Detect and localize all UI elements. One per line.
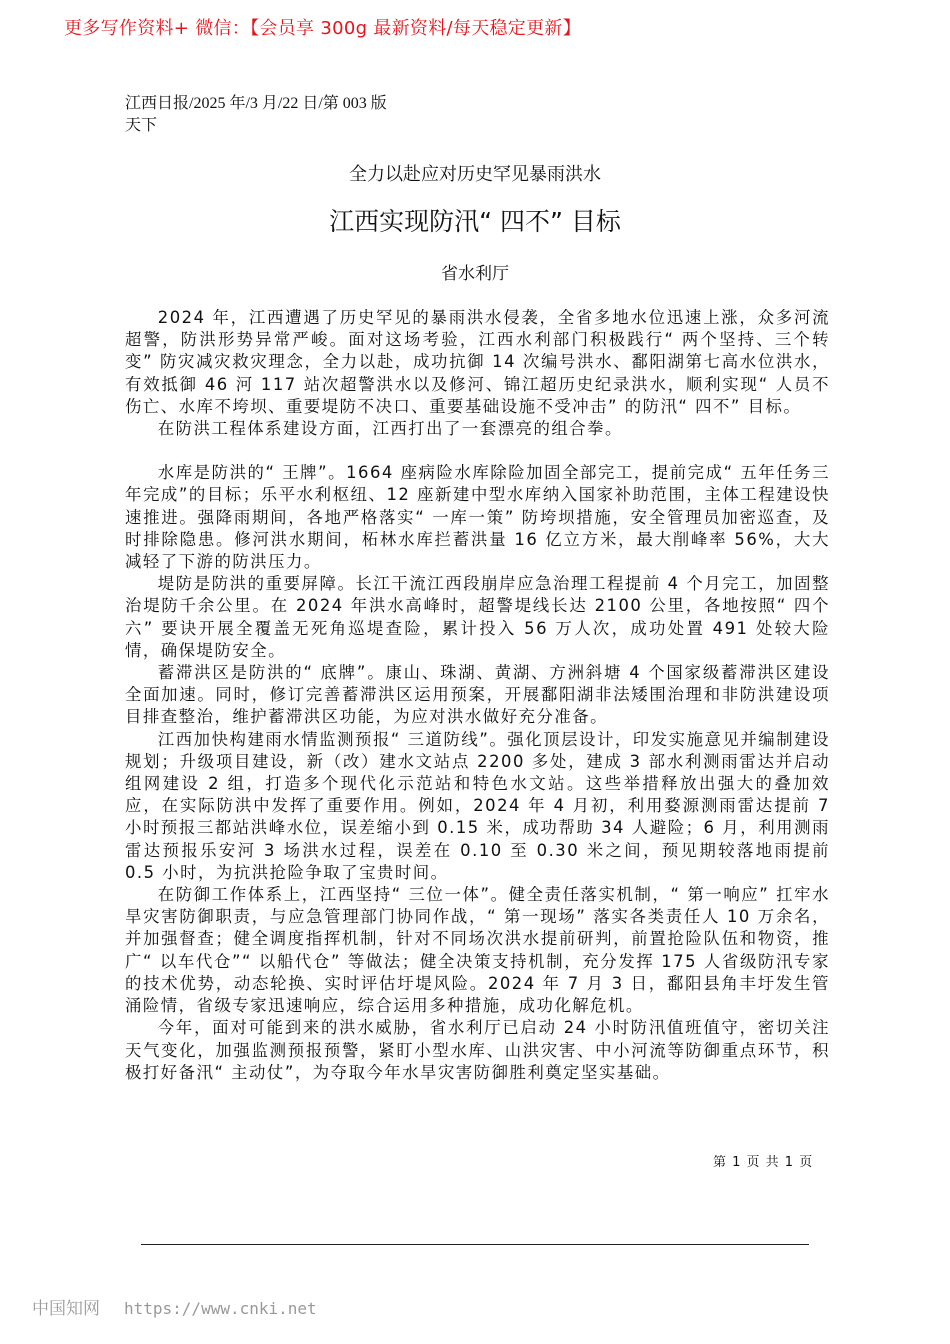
source-line: 江西日报/2025 年/3 月/22 日/第 003 版天下: [125, 95, 387, 134]
promo-banner: 更多写作资料+ 微信：【会员享 300g 最新资料/每天稳定更新】: [64, 18, 581, 39]
paragraph: 在防御工作体系上，江西坚持“ 三位一体”。健全责任落实机制，“ 第一响应” 扛牢水旱灾害防御职责，与应急管理部门协同作战，“ 第一现场” 落实各类责任人 10 万余名，并加强督查；健全调度指挥机制，针对不同场次洪水提前研判，前置抢险队伍和物资，推广“ 以车代仓”“ 以船代仓” 等做法；健全决策支持机制，充分发挥 175 人省级防汛专家的技术优势，动态轮换、实时评估圩堤风险。2024 年 7 月 3 日，鄱阳县角丰圩发生管涌险情，省级专家迅速响应，综合运用多种措施，成功化解危机。: [125, 885, 830, 1016]
site-name: 中国知网: [32, 1299, 100, 1319]
footer-divider: [141, 1244, 809, 1245]
article-author: 省水利厅: [441, 264, 509, 284]
footer-watermark: [32, 1294, 317, 1319]
paragraph: 堤防是防洪的重要屏障。长江干流江西段崩岸应急治理工程提前 4 个月完工，加固整治堤防千余公里。在 2024 年洪水高峰时，超警堤线长达 2100 公里，各地按照“ 四个六” 要诀开展全覆盖无死角巡堤查险，累计投入 56 万人次，成功处置 491 处较大险情，确保堤防安全。: [125, 574, 830, 660]
site-url[interactable]: https://www.cnki.net: [124, 1299, 317, 1318]
paragraph: 蓄滞洪区是防洪的“ 底牌”。康山、珠湖、黄湖、方洲斜塘 4 个国家级蓄滞洪区建设全面加速。同时，修订完善蓄滞洪区运用预案，开展鄱阳湖非法矮围治理和非防洪建设项目排查整治，维护蓄滞洪区功能，为应对洪水做好充分准备。: [125, 663, 830, 727]
article-body: [125, 307, 830, 1084]
paragraph: 今年，面对可能到来的洪水威胁，省水利厅已启动 24 小时防汛值班值守，密切关注天气变化，加强监测预报预警，紧盯小型水库、山洪灾害、中小河流等防御重点环节，积极打好备汛“ 主动仗”，为夺取今年水旱灾害防御胜利奠定坚实基础。: [125, 1018, 830, 1082]
paragraph: 2024 年，江西遭遇了历史罕见的暴雨洪水侵袭，全省多地水位迅速上涨，众多河流超警，防洪形势异常严峻。面对这场考验，江西水利部门积极践行“ 两个坚持、三个转变” 防灾减灾救灾理念，全力以赴，成功抗御 14 次编号洪水、鄱阳湖第七高水位洪水，有效抵御 46 河 117 站次超警洪水以及修河、锦江超历史纪录洪水，顺利实现“ 人员不伤亡、水库不垮坝、重要堤防不决口、重要基础设施不受冲击” 的防汛“ 四不” 目标。: [125, 308, 830, 416]
paragraph: 水库是防洪的“ 王牌”。1664 座病险水库除险加固全部完工，提前完成“ 五年任务三年完成”的目标；乐平水利枢纽、12 座新建中型水库纳入国家补助范围，主体工程建设快速推进。强降雨期间，各地严格落实“ 一库一策” 防垮坝措施，安全管理员加密巡查，及时排除隐患。修河洪水期间，柘林水库拦蓄洪量 16 亿立方米，最大削峰率 56%，大大减轻了下游的防洪压力。: [125, 463, 830, 572]
paragraph: 江西加快构建雨水情监测预报“ 三道防线”。强化顶层设计，印发实施意见并编制建设规划；升级项目建设，新（改）建水文站点 2200 多处，建成 3 部水利测雨雷达并启动组网建设 2 组，打造多个现代化示范站和特色水文站。这些举措释放出强大的叠加效应，在实际防洪中发挥了重要作用。例如，2024 年 4 月初，利用婺源测雨雷达提前 7 小时预报三都站洪峰水位，误差缩小到 0.15 米，成功帮助 34 人避险；6 月，利用测雨雷达预报乐安河 3 场洪水过程，误差在 0.10 至 0.30 米之间，预见期较落地雨提前 0.5 小时，为抗洪抢险争取了宝贵时间。: [125, 729, 830, 882]
article-subtitle: 全力以赴应对历史罕见暴雨洪水: [349, 164, 601, 185]
page-number: 第 1 页 共 1 页: [713, 1155, 814, 1170]
article-title: 江西实现防汛“ 四不” 目标: [329, 207, 621, 236]
paragraph: 在防洪工程体系建设方面，江西打出了一套漂亮的组合拳。: [157, 419, 623, 439]
